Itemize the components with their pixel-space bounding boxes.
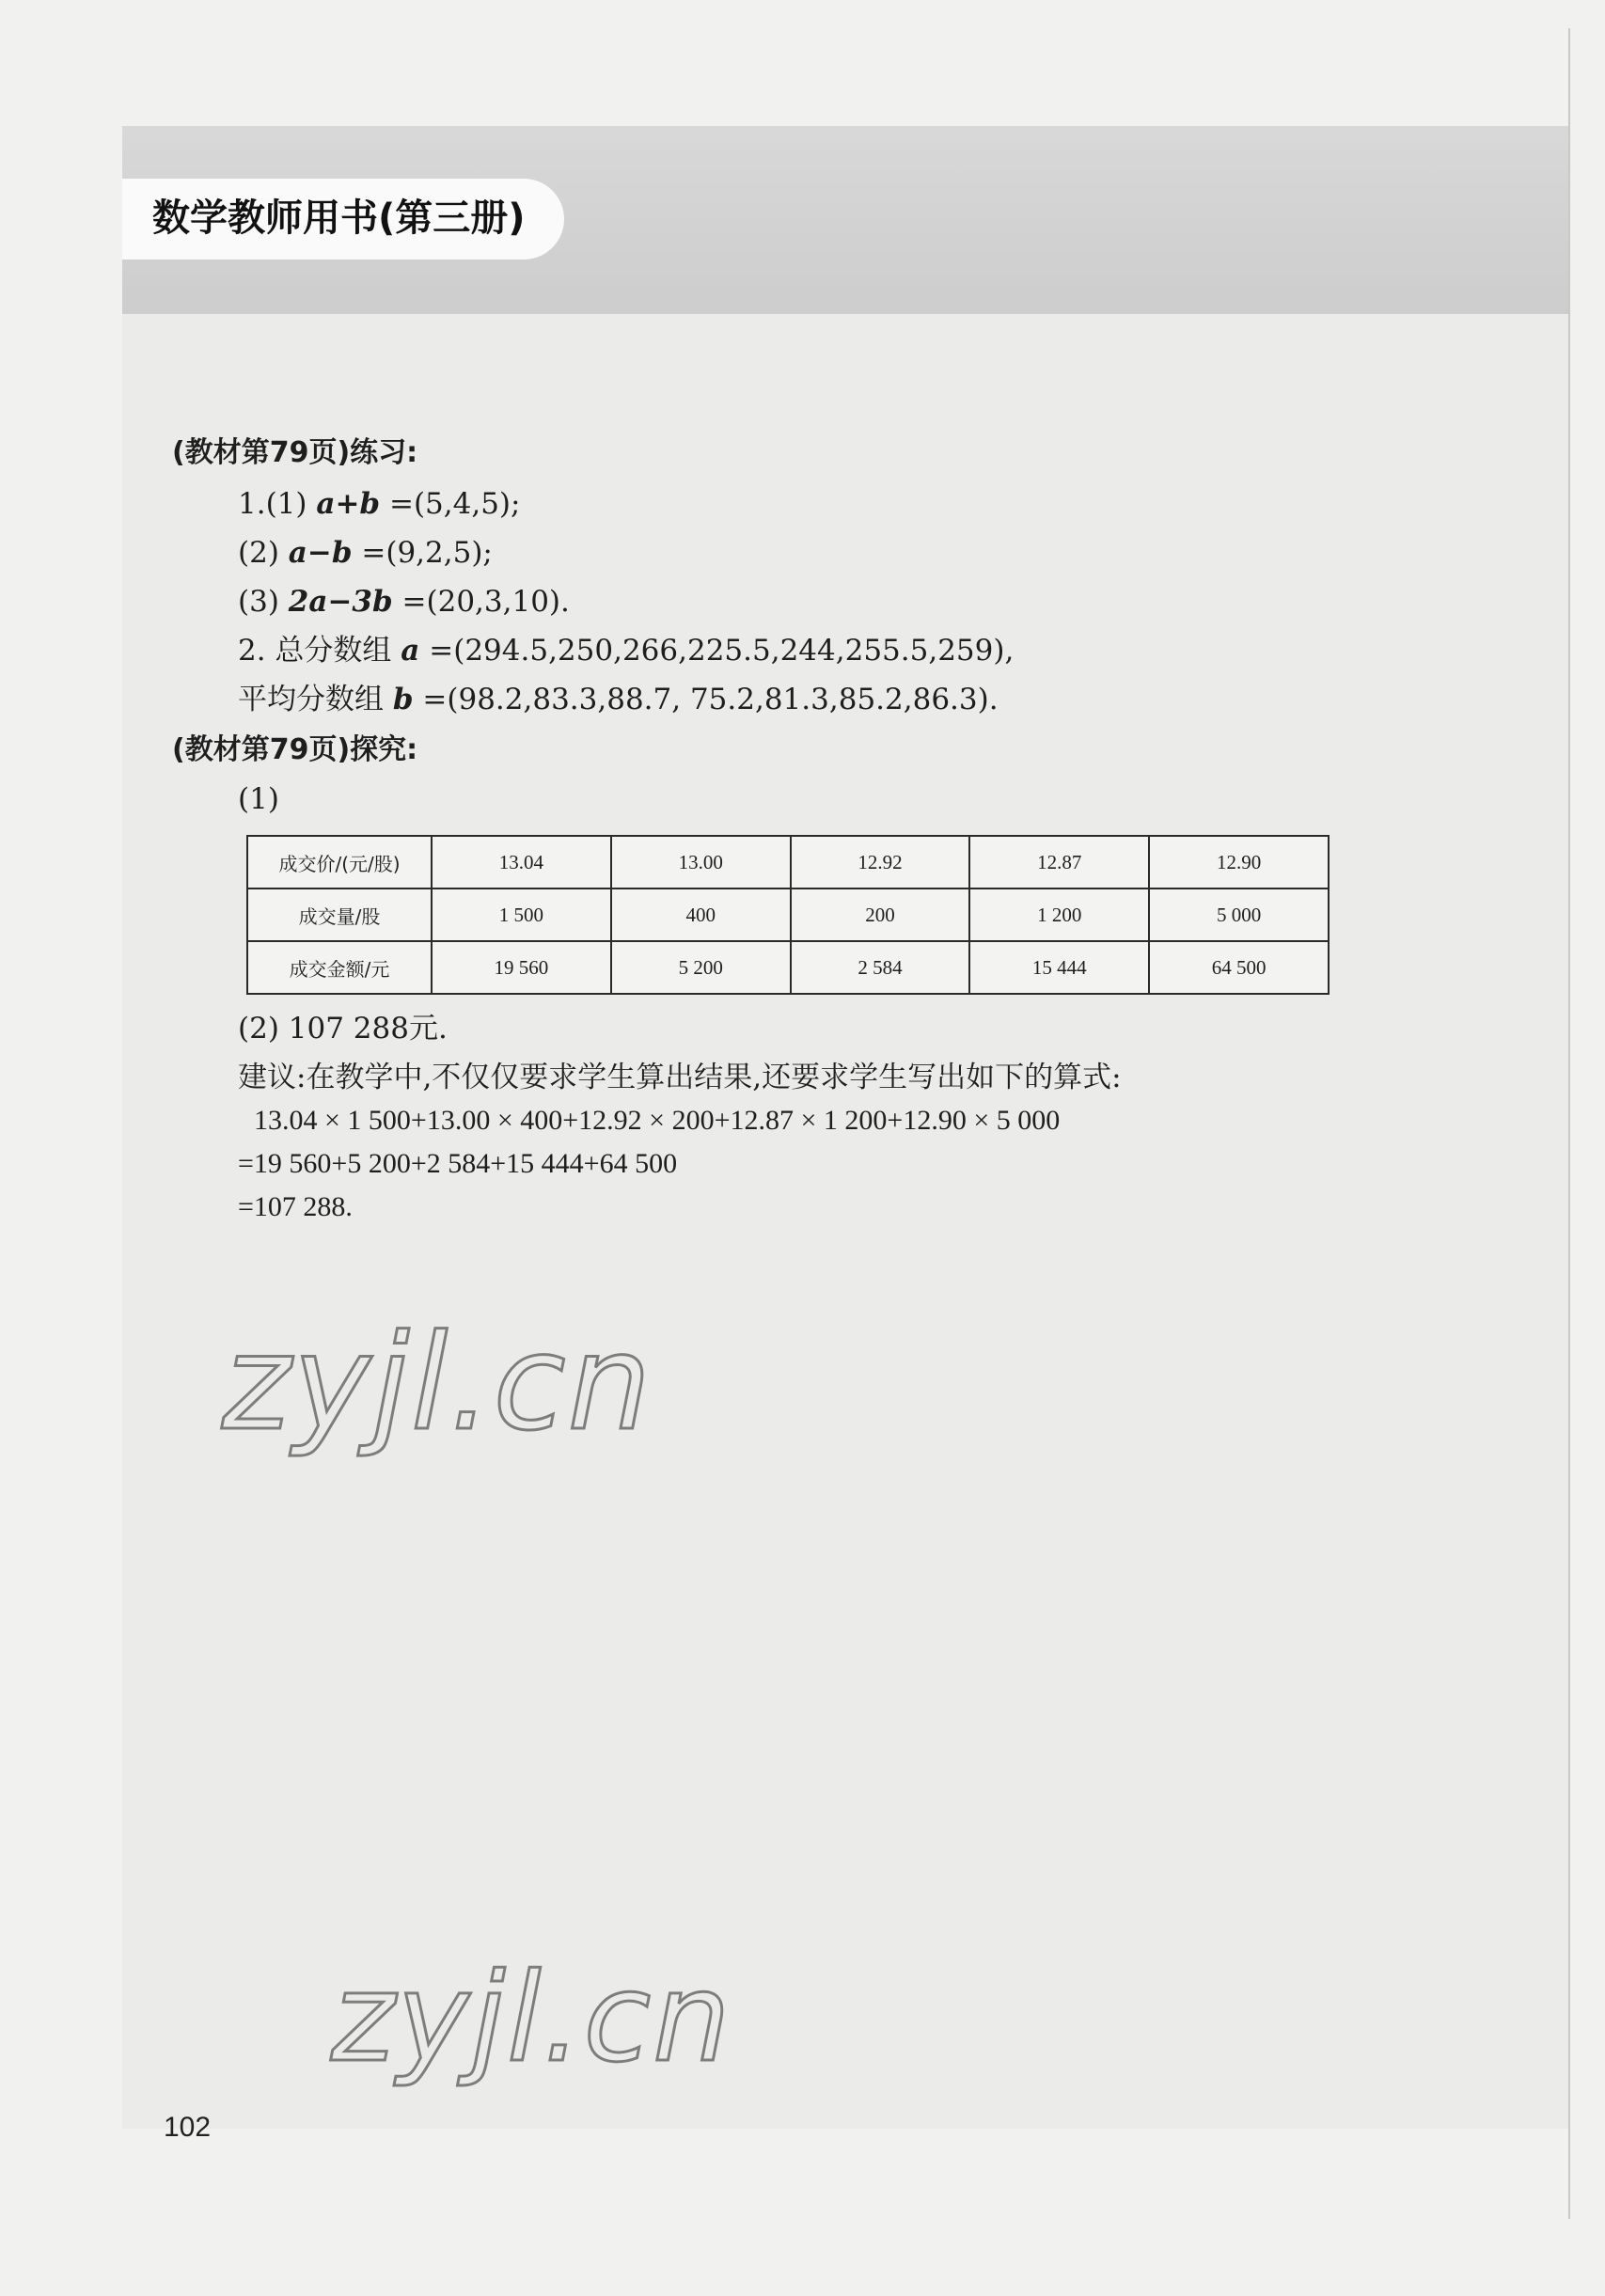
item-label: 2. 总分数组	[238, 634, 392, 668]
formula-line-3: =107 288.	[238, 1191, 353, 1222]
table-cell: 12.90	[1149, 836, 1329, 889]
part-1-label: (1)	[238, 782, 279, 816]
teaching-suggestion: 建议:在教学中,不仅仅要求学生算出结果,还要求学生写出如下的算式:	[238, 1061, 1122, 1094]
table-cell: 64 500	[1149, 941, 1329, 994]
table-cell: 13.04	[432, 836, 611, 889]
table-cell: 1 500	[432, 889, 611, 941]
table-cell: 5 000	[1149, 889, 1329, 941]
vector-result: =(9,2,5);	[361, 536, 493, 570]
vector-result: =(20,3,10).	[401, 585, 570, 619]
vector-name: b	[392, 683, 414, 716]
table-cell: 400	[611, 889, 791, 941]
section-heading-explore: (教材第79页)探究:	[172, 733, 418, 766]
part-2-answer	[238, 1008, 448, 1049]
table-cell: 13.00	[611, 836, 791, 889]
row-label: 成交量/股	[247, 889, 432, 941]
formula-line-1: 13.04 × 1 500+13.00 × 400+12.92 × 200+12.87 × 1 200+12.90 × 5 000	[254, 1105, 1061, 1136]
vector-expression: a+b	[316, 487, 381, 521]
table-row	[247, 836, 1329, 889]
row-label: 成交金额/元	[247, 941, 432, 994]
table-cell: 5 200	[611, 941, 791, 994]
section-heading-practice: (教材第79页)练习:	[172, 436, 418, 469]
vector-name: a	[401, 634, 420, 668]
exercise-1-1	[238, 483, 520, 525]
exercise-2-total	[238, 630, 1014, 671]
table-row	[247, 941, 1329, 994]
vector-value: =(98.2,83.3,88.7, 75.2,81.3,85.2,86.3).	[422, 683, 999, 716]
item-label: (2)	[238, 536, 279, 570]
vector-result: =(5,4,5);	[388, 487, 521, 521]
item-label: 1.(1)	[238, 487, 307, 521]
table-cell: 12.87	[969, 836, 1149, 889]
table-cell: 1 200	[969, 889, 1149, 941]
watermark: zyjl.cn	[331, 1946, 732, 2089]
page-edge-line	[1568, 28, 1570, 2219]
vector-expression: 2a−3b	[288, 585, 393, 619]
exercise-1-2	[238, 532, 493, 574]
table-cell: 12.92	[791, 836, 970, 889]
item-label: (3)	[238, 585, 279, 619]
row-label: 成交价/(元/股)	[247, 836, 432, 889]
table-cell: 200	[791, 889, 970, 941]
table-cell: 19 560	[432, 941, 611, 994]
vector-value: =(294.5,250,266,225.5,244,255.5,259),	[429, 634, 1015, 668]
part-2-value: 107 288元.	[288, 1012, 448, 1046]
formula-line-2: =19 560+5 200+2 584+15 444+64 500	[238, 1148, 678, 1179]
book-title: 数学教师用书(第三册)	[152, 197, 526, 240]
trade-table	[246, 835, 1330, 995]
table-cell: 15 444	[969, 941, 1149, 994]
exercise-1-3	[238, 581, 570, 622]
item-label: 平均分数组	[238, 683, 384, 716]
vector-expression: a−b	[288, 536, 353, 570]
exercise-2-average	[238, 679, 999, 720]
watermark: zyjl.cn	[222, 1307, 653, 1460]
page-number: 102	[164, 2112, 212, 2143]
table-row	[247, 889, 1329, 941]
table-cell: 2 584	[791, 941, 970, 994]
part-2-label: (2)	[238, 1012, 279, 1046]
